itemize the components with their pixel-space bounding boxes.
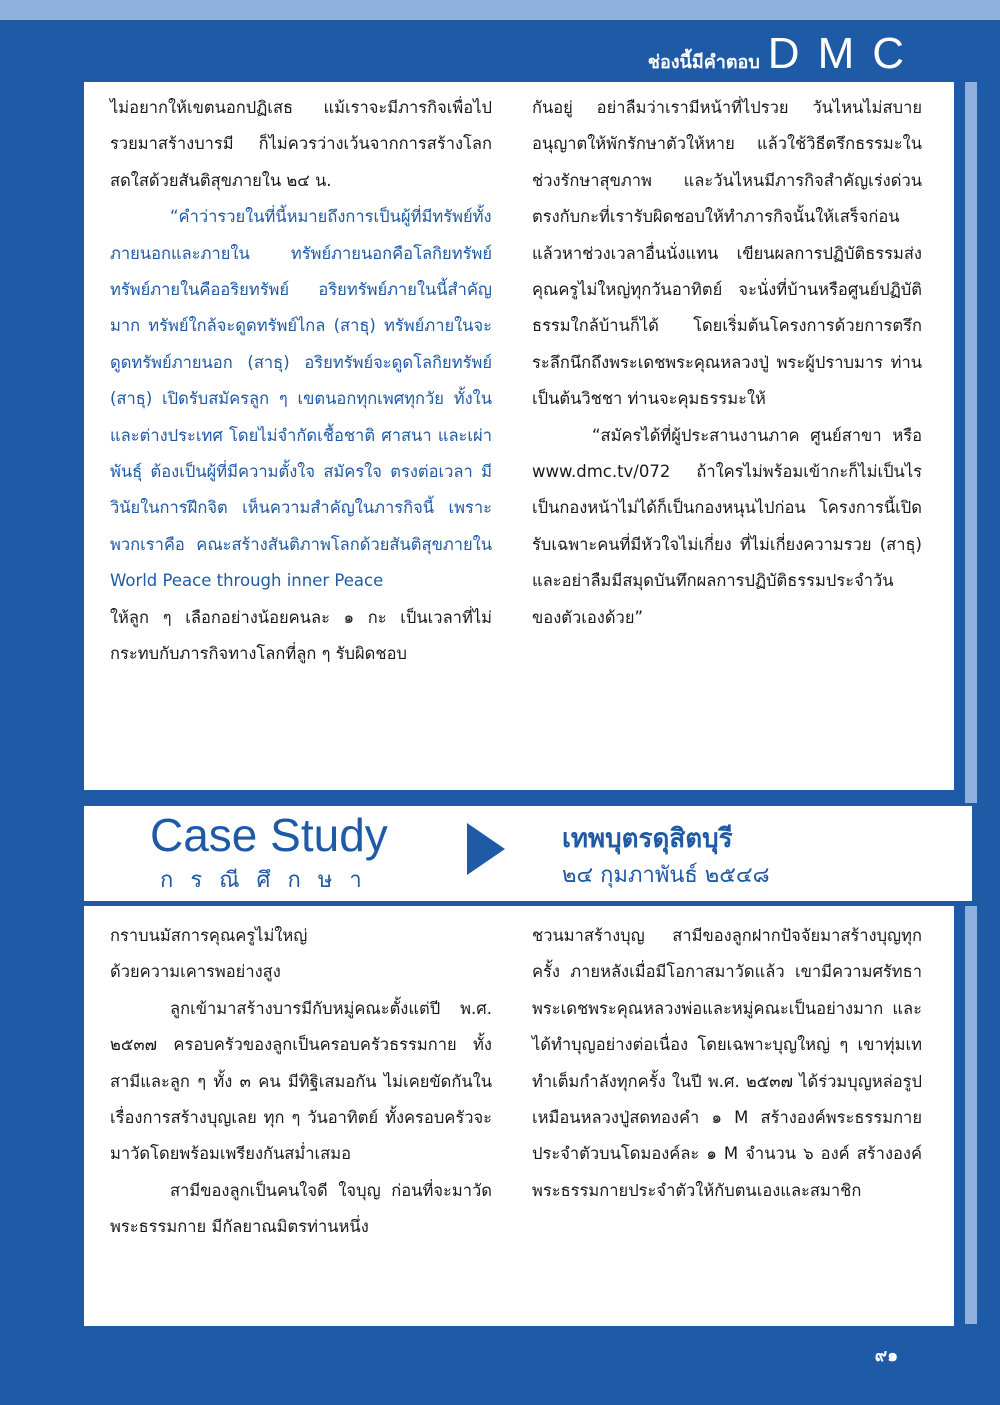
frame-accent-bottom [965, 904, 977, 1324]
play-arrow-icon [467, 823, 505, 875]
case-study-subtitle: กรณีศึกษา [160, 868, 379, 893]
frame-accent-top [965, 20, 977, 810]
case-place: เทพบุตรดุสิตบุรี [562, 824, 733, 854]
salutation-line: กราบนมัสการคุณครูไม่ใหญ่ [110, 926, 308, 945]
quote-paragraph: “คำว่ารวยในที่นี้หมายถึงการเป็นผู้ที่มีทรัพย์ทั้งภายนอกและภายใน ทรัพย์ภายนอกคือโลกิยทรัพย์ ทรัพย์ภายในคืออริยทรัพย์ อริยทรัพย์ภายในนี้สำคัญมาก ทรัพย์ใกล้จะดูดทรัพย์ไกล (สาธุ) ทรัพย์ภายในจะดูดทรัพย์ภายนอก (สาธุ) อริยทรัพย์จะดูดโลกิยทรัพย์ (สาธุ) เปิดรับสมัครลูก ๆ เขตนอกทุกเพศทุกวัย ทั้งในและต่างประเทศ โดยไม่จำกัดเชื้อชาติ ศาสนา และเผ่าพันธุ์ ต้องเป็นผู้ที่มีความตั้งใจ สมัครใจ ตรงต่อเวลา มีวินัยในการฝึกจิต เห็นความสำคัญในภารกิจนี้ เพราะพวกเราคือ คณะสร้างสันติภาพโลกด้วยสันติสุขภายใน World Peace through inner Peace [110, 207, 492, 591]
paragraph: สามีของลูกเป็นคนใจดี ใจบุญ ก่อนที่จะมาวัดพระธรรมกาย มีกัลยาณมิตรท่านหนึ่ง [110, 1180, 492, 1237]
paragraph: ให้ลูก ๆ เลือกอย่างน้อยคนละ ๑ กะ เป็นเวลาที่ไม่กระทบกับภารกิจทางโลกที่ลูก ๆ รับผิดชอบ [110, 607, 492, 664]
top-left-column [110, 90, 492, 673]
section-header [647, 29, 922, 78]
salutation-line: ด้วยความเคารพอย่างสูง [110, 962, 281, 982]
section-label: ช่องนี้มีคำตอบ [647, 52, 760, 73]
magazine-name: อยู่ในบุญ [793, 1345, 855, 1364]
bottom-right-column [532, 918, 922, 1209]
page-number: ๙๑ [863, 1340, 910, 1371]
brand-dmc: DMC [767, 29, 922, 78]
top-right-column [532, 90, 922, 636]
page-footer [664, 1340, 910, 1371]
case-date: ๒๔ กุมภาพันธ์ ๒๕๔๘ [562, 863, 770, 888]
case-study-title: Case Study [150, 809, 388, 861]
paragraph: “สมัครได้ที่ผู้ประสานงานภาค ศูนย์สาขา หรือ www.dmc.tv/072 ถ้าใครไม่พร้อมเข้ากะก็ไม่เป็นไร เป็นกองหน้าไม่ได้ก็เป็นกองหนุนไปก่อน โครงการนี้เปิดรับเฉพาะคนที่มีหัวใจไม่เกี่ยง ที่ไม่เกี่ยงความรวย (สาธุ) และอย่าลืมมีสมุดบันทึกผลการปฏิบัติธรรมประจำวันของตัวเองด้วย” [532, 425, 922, 627]
frame-accent-header [0, 0, 1000, 20]
paragraph: ลูกเข้ามาสร้างบารมีกับหมู่คณะตั้งแต่ปี พ.ศ. ๒๕๓๗ ครอบครัวของลูกเป็นครอบครัวธรรมกาย ทั้งสามีและลูก ๆ ทั้ง ๓ คน มีทิฐิเสมอกัน ไม่เคยขัดกันในเรื่องการสร้างบุญเลย ทุก ๆ วันอาทิตย์ ทั้งครอบครัวจะมาวัดโดยพร้อมเพรียงกันสม่ำเสมอ [110, 998, 492, 1164]
issue-date: กรกฎาคม ๒๕๕๗ [664, 1345, 786, 1364]
paragraph: ไม่อยากให้เขตนอกปฏิเสธ แม้เราจะมีภารกิจเพื่อไปรวยมาสร้างบารมี ก็ไม่ควรว่างเว้นจากการสร้างโลกสดใสด้วยสันติสุขภายใน ๒๔ น. [110, 98, 492, 190]
paragraph: ชวนมาสร้างบุญ สามีของลูกฝากปัจจัยมาสร้างบุญทุกครั้ง ภายหลังเมื่อมีโอกาสมาวัดแล้ว เขามีความศรัทธาพระเดชพระคุณหลวงพ่อและหมู่คณะเป็นอย่างมาก และได้ทำบุญอย่างต่อเนื่อง โดยเฉพาะบุญใหญ่ ๆ เขาทุ่มเททำเต็มกำลังทุกครั้ง ในปี พ.ศ. ๒๕๓๗ ได้ร่วมบุญหล่อรูปเหมือนหลวงปู่สดทองคำ ๑ M สร้างองค์พระธรรมกายประจำตัวบนโดมองค์ละ ๑ M จำนวน ๖ องค์ สร้างองค์พระธรรมกายประจำตัวให้กับตนเองและสมาชิก [532, 926, 922, 1200]
paragraph: กันอยู่ อย่าลืมว่าเรามีหน้าที่ไปรวย วันไหนไม่สบายอนุญาตให้พักรักษาตัวให้หาย แล้วใช้วิธีตรึกธรรมะในช่วงรักษาสุขภาพ และวันไหนมีภารกิจสำคัญเร่งด่วนตรงกับกะที่เรารับผิดชอบให้ทำภารกิจนั้นให้เสร็จก่อน แล้วหาช่วงเวลาอื่นนั่งแทน เขียนผลการปฏิบัติธรรมส่งคุณครูไม่ใหญ่ทุกวันอาทิตย์ จะนั่งที่บ้านหรือศูนย์ปฏิบัติธรรมใกล้บ้านก็ได้ โดยเริ่มต้นโครงการด้วยการตรึกระลึกนึกถึงพระเดชพระคุณหลวงปู่ พระผู้ปราบมาร ท่านเป็นต้นวิชชา ท่านจะคุมธรรมะให้ [532, 98, 922, 409]
bottom-left-column [110, 918, 492, 1246]
